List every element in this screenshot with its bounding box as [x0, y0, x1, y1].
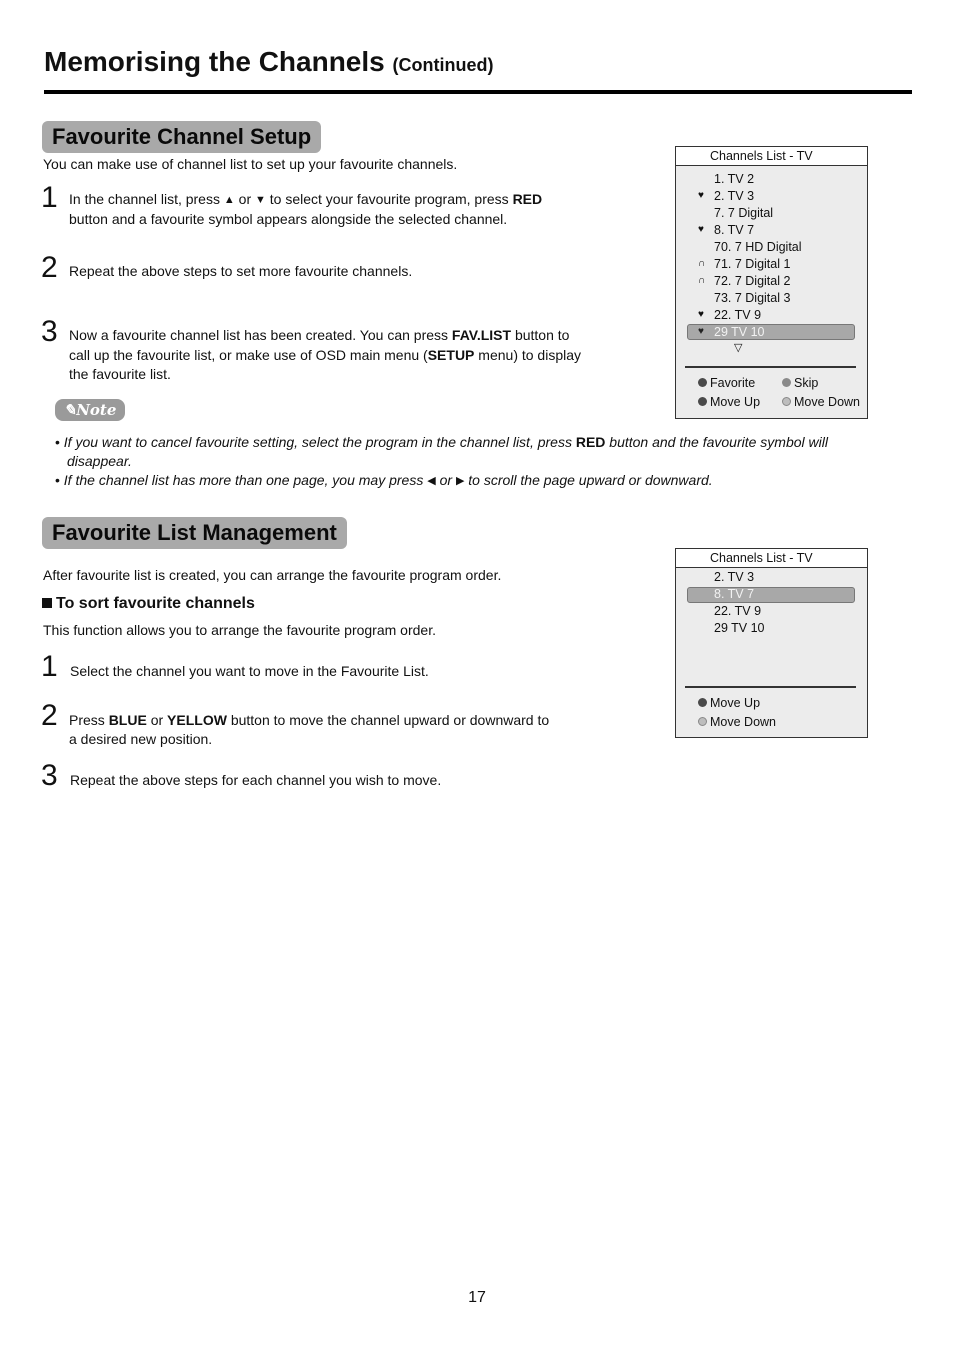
up-triangle-icon: ▲	[223, 194, 235, 206]
step-text: a desired new position.	[69, 731, 213, 747]
left-triangle-icon: ◀	[427, 475, 436, 487]
section1-intro: You can make use of channel list to set up your favourite channels.	[43, 156, 458, 172]
sort-intro: This function allows you to arrange the favourite program order.	[43, 622, 436, 638]
step-number: 3	[41, 315, 58, 348]
step-text-part: to select your favourite program, press	[269, 191, 509, 207]
square-bullet-icon	[42, 598, 52, 608]
section2-intro: After favourite list is created, you can arrange the favourite program order.	[43, 567, 502, 583]
step-text	[69, 325, 569, 345]
step-text-part: call up the favourite list, or make use of OSD main menu (	[69, 347, 428, 363]
osd-channel-row-selected: 8. TV 7	[714, 587, 755, 601]
step-text: Select the channel you want to move in the Favourite List.	[70, 663, 429, 679]
osd-channel-row: 2. TV 3	[714, 570, 755, 584]
note-bullet	[55, 433, 828, 452]
osd-header: Channels List - TV	[676, 147, 867, 166]
red-dot-icon	[698, 378, 707, 387]
osd-channel-row: 7. 7 Digital	[714, 206, 774, 220]
step-text: Repeat the above steps to set more favourite channels.	[69, 263, 413, 279]
osd-divider	[685, 686, 856, 688]
red-button-label: RED	[575, 434, 606, 450]
page-title-text: Memorising the Channels	[44, 46, 385, 77]
note-bullet	[55, 471, 713, 491]
osd-channel-row: 8. TV 7	[714, 223, 755, 237]
step-text-part: Now a favourite channel list has been created. You can press	[69, 327, 449, 343]
note-text: button and the favourite symbol will	[609, 434, 828, 450]
note-text: If the channel list has more than one page, you may press	[63, 472, 424, 488]
osd-channel-row: 29 TV 10	[714, 621, 765, 635]
step-text-part: In the channel list, press	[69, 191, 220, 207]
bullet-dot: •	[55, 434, 60, 450]
step-number: 2	[41, 251, 58, 284]
bullet-dot: •	[55, 472, 60, 488]
step-text: Repeat the above steps for each channel you wish to move.	[70, 772, 442, 788]
page-title-continued: (Continued)	[392, 55, 494, 75]
step-text-part: or	[238, 191, 252, 207]
note-text: disappear.	[67, 453, 132, 469]
skip-icon: ∩	[698, 275, 706, 286]
osd-channel-row: 73. 7 Digital 3	[714, 291, 791, 305]
step-text-part: Press	[69, 712, 105, 728]
osd-selection-highlight	[687, 587, 855, 603]
step-number: 1	[41, 650, 58, 683]
legend-skip	[782, 375, 818, 391]
osd-selection-highlight	[687, 324, 855, 340]
sort-subheading	[42, 595, 255, 613]
step-text-part: menu) to display	[478, 347, 582, 363]
down-triangle-icon: ▼	[255, 194, 266, 206]
page-number: 17	[468, 1289, 486, 1306]
red-button-label: RED	[512, 191, 543, 207]
heart-icon: ♥	[698, 224, 704, 235]
osd-channel-row: 70. 7 HD Digital	[714, 240, 802, 254]
heart-icon: ♥	[698, 326, 704, 337]
step-text: button and a favourite symbol appears alongside the selected channel.	[69, 211, 508, 227]
green-dot-icon	[782, 378, 791, 387]
osd-channel-row: 1. TV 2	[714, 172, 755, 186]
osd-header: Channels List - TV	[676, 549, 867, 568]
osd-channel-row-selected: 29 TV 10	[714, 325, 765, 339]
skip-icon: ∩	[698, 258, 706, 269]
step-text	[69, 189, 542, 210]
osd-channel-row: 72. 7 Digital 2	[714, 274, 791, 288]
yellow-button-label: YELLOW	[167, 712, 227, 728]
legend-favorite	[698, 375, 755, 391]
legend-move-down	[782, 394, 860, 410]
osd-channel-row: 22. TV 9	[714, 308, 762, 322]
favourite-list-osd	[675, 548, 868, 738]
legend-label: Move Up	[710, 696, 761, 710]
legend-move-up	[698, 394, 760, 410]
step-text: the favourite list.	[69, 366, 171, 382]
blue-dot-icon	[698, 698, 707, 707]
step-text	[69, 710, 549, 730]
note-text: to scroll the page upward or downward.	[468, 472, 713, 488]
step-text-part: button to	[514, 327, 570, 343]
scroll-down-icon: ▽	[734, 342, 743, 354]
section-heading-favourite-setup: Favourite Channel Setup	[42, 121, 321, 153]
note-badge	[55, 399, 125, 421]
right-triangle-icon: ▶	[455, 475, 465, 487]
osd-channel-row: 2. TV 3	[714, 189, 755, 203]
legend-label: Move Up	[710, 395, 761, 409]
step-text-part: or	[150, 712, 164, 728]
heart-icon: ♥	[698, 309, 704, 320]
pencil-icon: ✎	[63, 401, 77, 419]
legend-label: Move Down	[710, 715, 776, 729]
title-divider	[44, 90, 912, 94]
blue-dot-icon	[698, 397, 707, 406]
legend-label: Move Down	[794, 395, 860, 409]
legend-label: Favorite	[710, 376, 756, 390]
legend-move-down	[698, 714, 776, 730]
favlist-button-label: FAV.LIST	[451, 327, 512, 343]
osd-divider	[685, 366, 856, 368]
section-heading-list-management: Favourite List Management	[42, 517, 347, 549]
legend-label: Skip	[794, 376, 819, 390]
subheading-text: To sort favourite channels	[56, 595, 255, 612]
yellow-dot-icon	[698, 717, 707, 726]
heart-icon: ♥	[698, 190, 704, 201]
page-title	[44, 46, 493, 78]
channel-list-osd	[675, 146, 868, 419]
yellow-dot-icon	[782, 397, 791, 406]
setup-menu-label: SETUP	[427, 347, 475, 363]
note-label: Note	[76, 401, 117, 419]
legend-move-up	[698, 695, 760, 711]
osd-channel-row: 71. 7 Digital 1	[714, 257, 791, 271]
step-number: 2	[41, 699, 58, 732]
step-number: 3	[41, 759, 58, 792]
step-text	[69, 345, 581, 365]
note-text: If you want to cancel favourite setting, select the program in the channel list, press	[63, 434, 572, 450]
osd-channel-row: 22. TV 9	[714, 604, 762, 618]
note-text: or	[439, 472, 453, 488]
blue-button-label: BLUE	[108, 712, 147, 728]
step-number: 1	[41, 181, 58, 214]
step-text-part: button to move the channel upward or downward to	[230, 712, 550, 728]
